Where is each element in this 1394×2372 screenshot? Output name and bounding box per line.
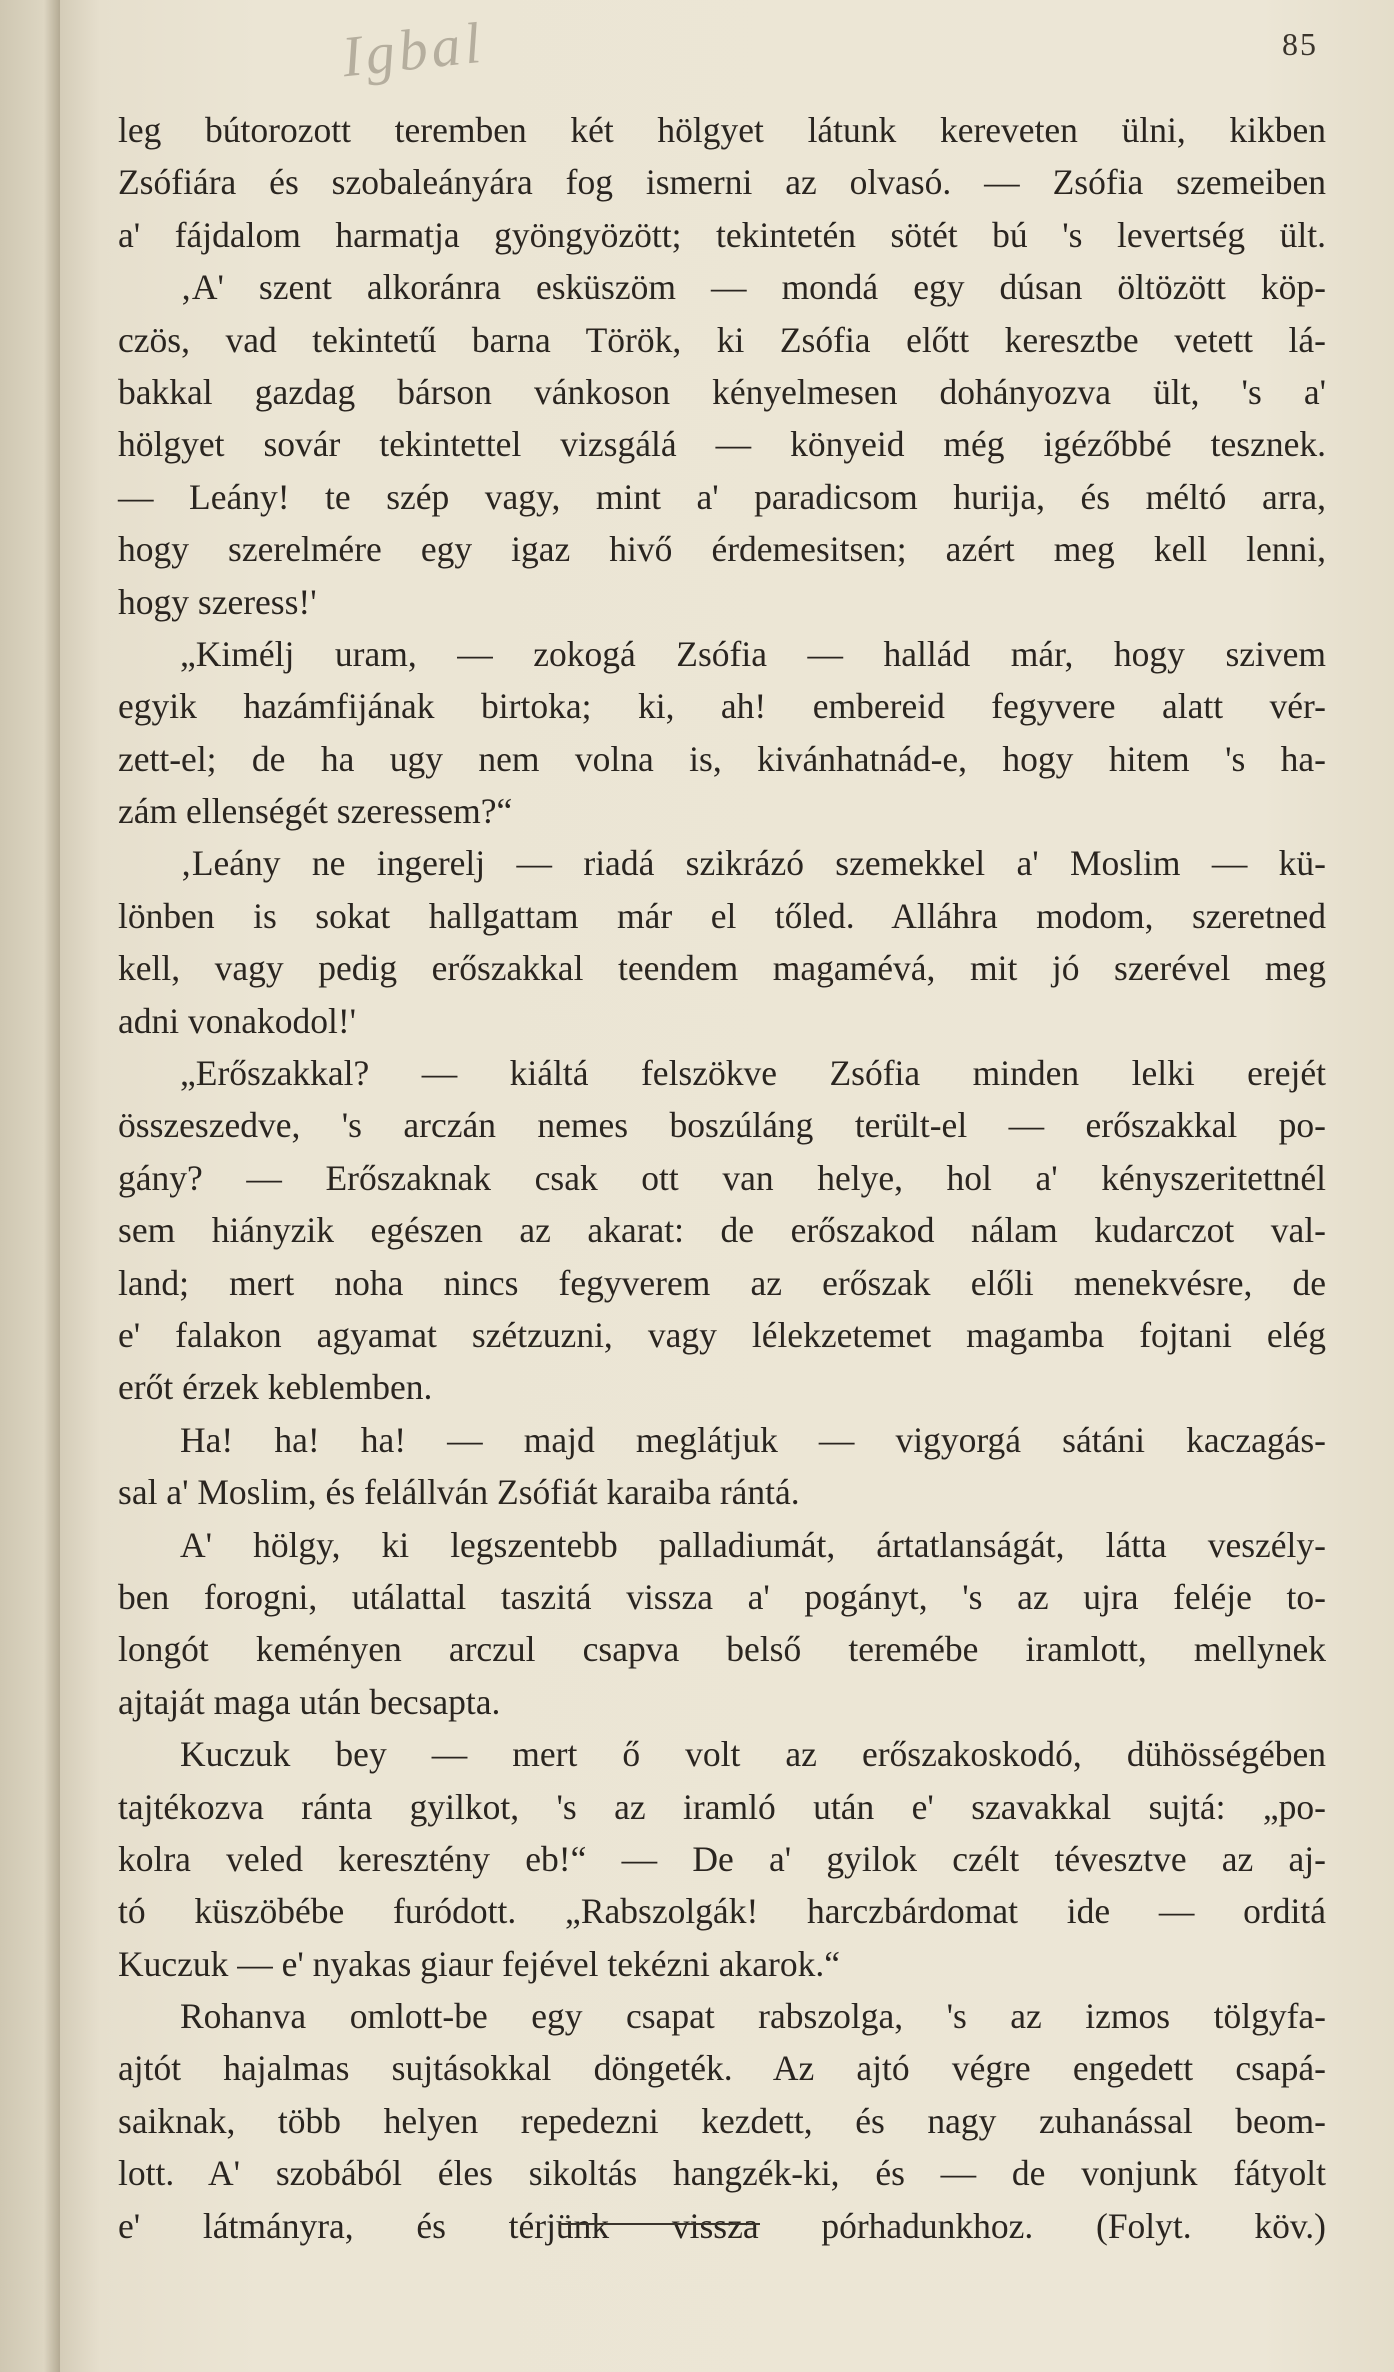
- text-line: e' falakon agyamat szétzuzni, vagy lélekzetemet magamba fojtani elég: [118, 1314, 1326, 1355]
- text-line: ben forogni, utálattal taszitá vissza a' pogányt, 's az ujra feléje to-: [118, 1576, 1326, 1617]
- text-line: „Kimélj uram, — zokogá Zsófia — hallád már, hogy szivem: [180, 633, 1326, 674]
- text-line: longót keményen arczul csapva belső teremébe iramlott, mellynek: [118, 1629, 1326, 1670]
- text-line: Kuczuk — e' nyakas giaur fejével tekézni akarok.“: [118, 1943, 840, 1984]
- text-line: tajtékozva ránta gyilkot, 's az iramló után e' szavakkal sujtá: „po-: [118, 1786, 1326, 1827]
- text-line: tó küszöbébe furódott. „Rabszolgák! harczbárdomat ide — orditá: [118, 1891, 1326, 1932]
- text-line: leg bútorozott teremben két hölgyet látunk kereveten ülni, kikben: [118, 110, 1326, 150]
- text-line: sal a' Moslim, és felállván Zsófiát karaiba rántá.: [118, 1472, 800, 1513]
- text-line: A' hölgy, ki legszentebb palladiumát, ártatlanságát, látta veszély-: [180, 1524, 1326, 1565]
- text-line: ajtaját maga után becsapta.: [118, 1681, 501, 1722]
- text-line: ajtót hajalmas sujtásokkal döngeték. Az ajtó végre engedett csapá-: [118, 2048, 1326, 2089]
- text-line: összeszedve, 's arczán nemes boszúláng terült-el — erőszakkal po-: [118, 1105, 1326, 1146]
- text-line: adni vonakodol!': [118, 1000, 357, 1041]
- text-line: ‚Leány ne ingerelj — riadá szikrázó szemekkel a' Moslim — kü-: [180, 843, 1326, 884]
- footnote-rule: [560, 2223, 760, 2225]
- text-line: — Leány! te szép vagy, mint a' paradicsom hurija, és méltó arra,: [118, 476, 1326, 517]
- text-line: lott. A' szobából éles sikoltás hangzék-ki, és — de vonjunk fátyolt: [118, 2153, 1326, 2194]
- text-line: „Erőszakkal? — kiáltá felszökve Zsófia minden lelki erejét: [180, 1053, 1326, 1094]
- text-line: Kuczuk bey — mert ő volt az erőszakoskodó, dühösségében: [180, 1734, 1326, 1775]
- text-line: zám ellenségét szeressem?“: [118, 791, 513, 832]
- text-line: czös, vad tekintetű barna Török, ki Zsófia előtt keresztbe vetett lá-: [118, 319, 1326, 360]
- text-line: Zsófiára és szobaleányára fog ismerni az olvasó. — Zsófia szemeiben: [118, 162, 1326, 203]
- text-line: gány? — Erőszaknak csak ott van helye, hol a' kényszeritettnél: [118, 1157, 1326, 1198]
- text-line: erőt érzek keblemben.: [118, 1367, 433, 1408]
- text-line: saiknak, több helyen repedezni kezdett, és nagy zuhanással beom-: [118, 2100, 1326, 2141]
- page-number: 85: [1282, 26, 1318, 62]
- text-line: a' fájdalom harmatja gyöngyözött; tekintetén sötét bú 's levertség ült.: [118, 214, 1326, 255]
- text-line: Ha! ha! ha! — majd meglátjuk — vigyorgá sátáni kaczagás-: [180, 1419, 1326, 1460]
- text-line: zett-el; de ha ugy nem volna is, kivánhatnád-e, hogy hitem 's ha-: [118, 738, 1326, 779]
- handwritten-signature: Igbal: [338, 9, 488, 90]
- text-line: Rohanva omlott-be egy csapat rabszolga, 's az izmos tölgyfa-: [180, 1996, 1326, 2037]
- text-line: lönben is sokat hallgattam már el tőled. Alláhra modom, szeretned: [118, 895, 1326, 936]
- text-line: land; mert noha nincs fegyverem az erőszak előli menekvésre, de: [118, 1262, 1326, 1303]
- body-text: [118, 104, 1326, 2252]
- text-line: egyik hazámfijának birtoka; ki, ah! embereid fegyvere alatt vér-: [118, 686, 1326, 727]
- text-line: hölgyet sovár tekintettel vizsgálá — könyeid még igézőbbé tesznek.: [118, 424, 1326, 465]
- text-line: sem hiányzik egészen az akarat: de erőszakod nálam kudarczot val-: [118, 1210, 1326, 1251]
- text-line: hogy szerelmére egy igaz hivő érdemesitsen; azért meg kell lenni,: [118, 529, 1326, 570]
- text-line: kolra veled keresztény eb!“ — De a' gyilok czélt tévesztve az aj-: [118, 1838, 1326, 1879]
- text-line: hogy szeress!': [118, 581, 317, 622]
- text-line: e' látmányra, és térjünk vissza pórhadunkhoz. (Folyt. köv.): [118, 2205, 1326, 2246]
- text-line: ‚A' szent alkoránra esküszöm — mondá egy dúsan öltözött köp-: [180, 267, 1326, 308]
- text-line: bakkal gazdag bárson vánkoson kényelmesen dohányozva ült, 's a': [118, 371, 1326, 412]
- text-line: kell, vagy pedig erőszakkal teendem magamévá, mit jó szerével meg: [118, 948, 1326, 989]
